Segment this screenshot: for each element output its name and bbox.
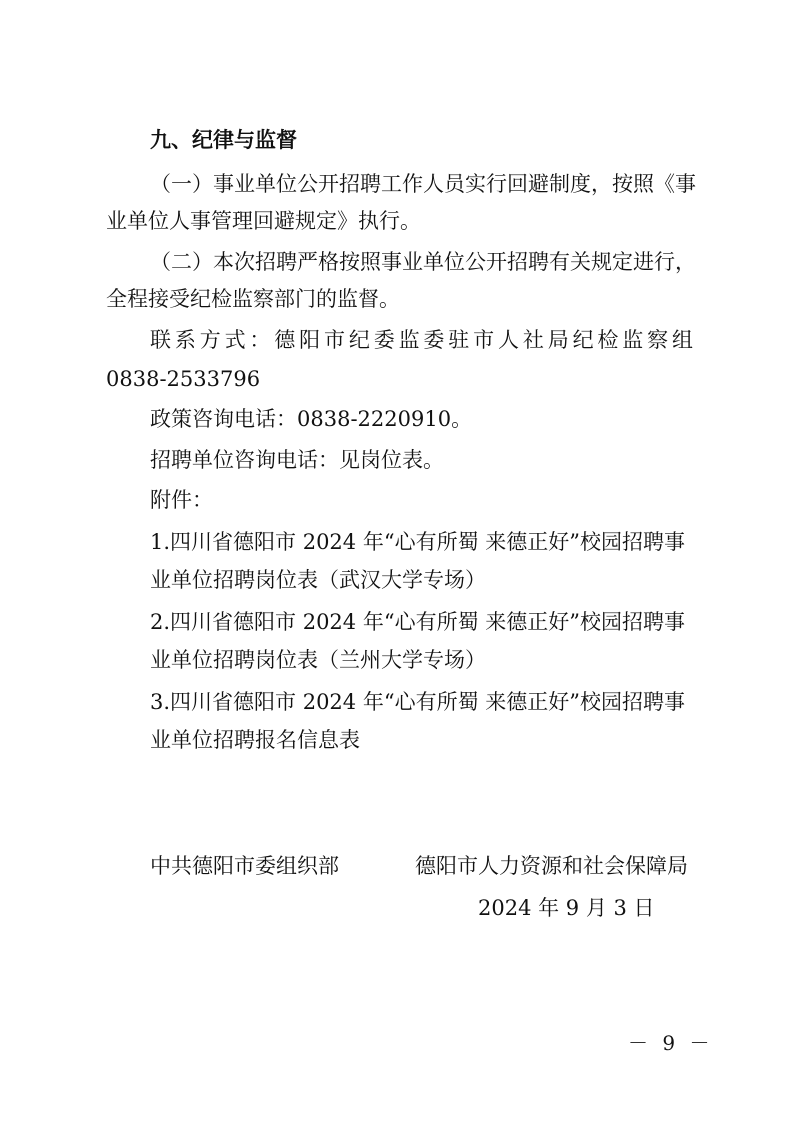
signature-org-1: 中共德阳市委组织部 bbox=[150, 854, 339, 878]
attachment-3-line-2: 业单位招聘报名信息表 bbox=[150, 728, 360, 752]
paragraph-1-line-2: 业单位人事管理回避规定》执行。 bbox=[106, 209, 421, 233]
attachments-label: 附件： bbox=[150, 488, 213, 512]
contact-phone: 0838-2533796 bbox=[106, 367, 261, 391]
attachment-2-line-2: 业单位招聘岗位表（兰州大学专场） bbox=[150, 648, 486, 672]
signature-date: 2024 年 9 月 3 日 bbox=[478, 896, 655, 920]
paragraph-2-line-2: 全程接受纪检监察部门的监督。 bbox=[106, 287, 400, 311]
paragraph-1-line-1: （一）事业单位公开招聘工作人员实行回避制度，按照《事 bbox=[150, 172, 696, 196]
unit-phone: 招聘单位咨询电话：见岗位表。 bbox=[150, 448, 444, 472]
attachment-2-line-1: 2.四川省德阳市 2024 年“心有所蜀 来德正好”校园招聘事 bbox=[150, 610, 685, 634]
attachment-1-line-1: 1.四川省德阳市 2024 年“心有所蜀 来德正好”校园招聘事 bbox=[150, 530, 685, 554]
contact-line-1: 联系方式：德阳市纪委监委驻市人社局纪检监察组 bbox=[150, 328, 693, 352]
policy-phone: 政策咨询电话：0838-2220910。 bbox=[150, 407, 473, 431]
signature-org-2: 德阳市人力资源和社会保障局 bbox=[415, 854, 688, 878]
section-heading: 九、纪律与监督 bbox=[150, 128, 297, 152]
paragraph-2-line-1: （二）本次招聘严格按照事业单位公开招聘有关规定进行， bbox=[150, 250, 696, 274]
attachment-1-line-2: 业单位招聘岗位表（武汉大学专场） bbox=[150, 568, 486, 592]
page-number: － 9 － bbox=[628, 1031, 714, 1055]
attachment-3-line-1: 3.四川省德阳市 2024 年“心有所蜀 来德正好”校园招聘事 bbox=[150, 690, 685, 714]
